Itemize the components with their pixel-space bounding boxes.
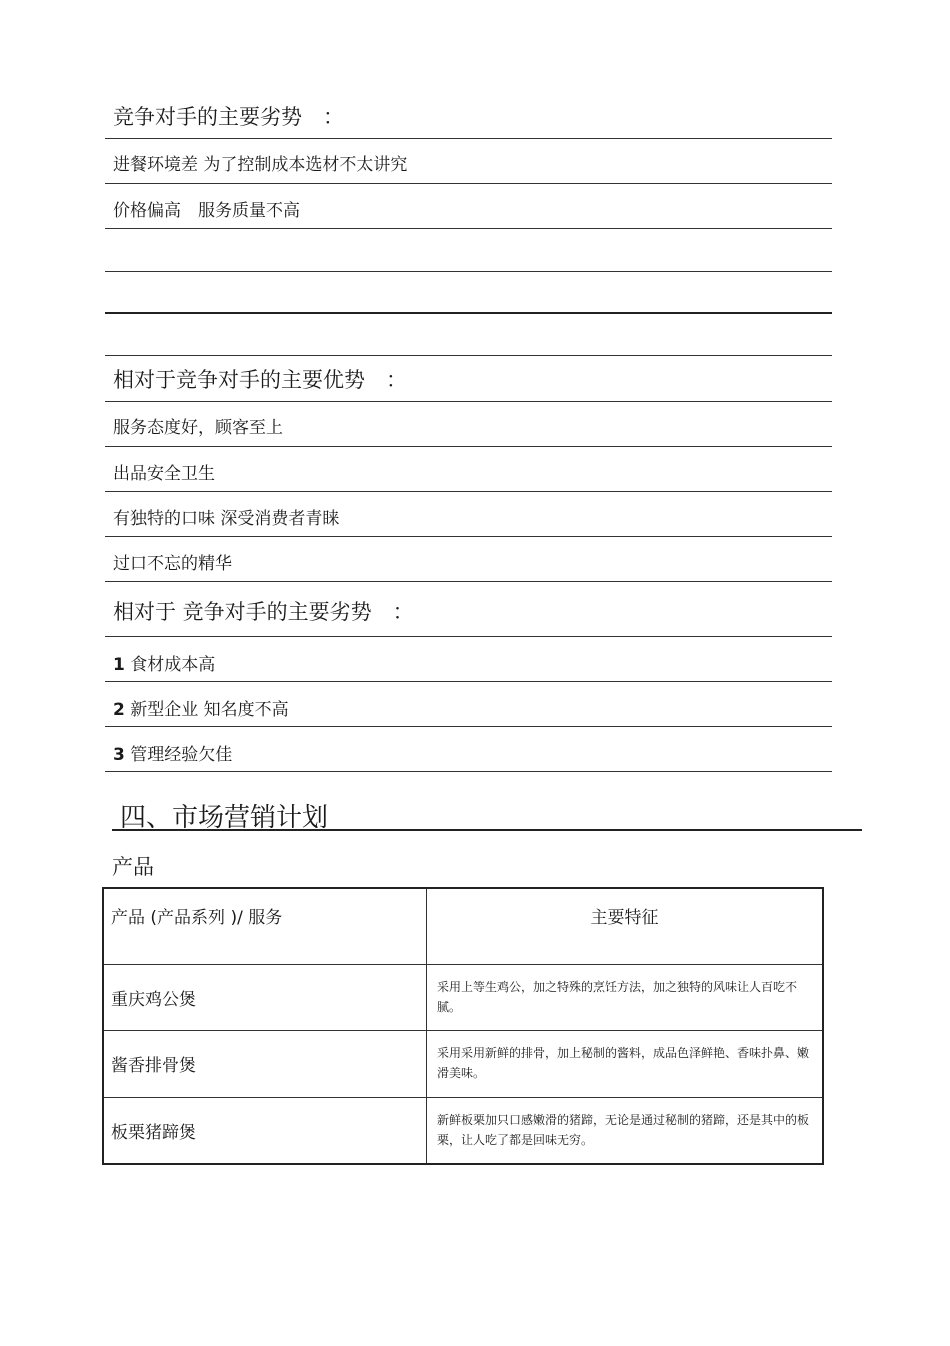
divider <box>105 581 832 582</box>
product-feature-cell: 新鲜板栗加只口感嫩滑的猪蹄，无论是通过秘制的猪蹄，还是其中的板栗，让人吃了都是回味无穷。 <box>427 1097 824 1164</box>
section-underline <box>112 829 862 831</box>
list-item <box>113 695 289 720</box>
item-number: 3 <box>113 745 125 765</box>
header-cell-product: 产品 (产品系列 )/ 服务 <box>103 888 427 964</box>
table-header-row <box>103 888 823 964</box>
product-table <box>102 887 824 1165</box>
item-text: 管理经验欠佳 <box>124 745 233 765</box>
list-item <box>113 650 215 675</box>
item-number: 2 <box>113 700 125 720</box>
list-item <box>113 740 232 765</box>
divider <box>105 183 832 184</box>
product-feature-cell: 采用上等生鸡公，加之特殊的烹饪方法，加之独特的风味让人百吃不腻。 <box>427 964 824 1030</box>
list-item: 出品安全卫生 <box>113 464 215 484</box>
list-item: 过口不忘的精华 <box>113 554 232 574</box>
divider <box>105 228 832 229</box>
divider <box>105 636 832 637</box>
divider <box>105 355 832 356</box>
divider <box>105 536 832 537</box>
divider <box>105 312 832 314</box>
item-number: 1 <box>113 655 125 675</box>
product-name-cell: 重庆鸡公煲 <box>103 964 427 1030</box>
item-text: 食材成本高 <box>124 655 216 675</box>
section-title: 四、市场营销计划 <box>120 803 329 833</box>
divider <box>105 446 832 447</box>
our-weaknesses-heading: 相对于 竞争对手的主要劣势 ： <box>113 600 414 624</box>
list-item: 价格偏高 服务质量不高 <box>113 201 300 221</box>
competitor-weaknesses-heading: 竞争对手的主要劣势 ： <box>113 105 344 129</box>
list-item: 服务态度好，顾客至上 <box>113 418 283 438</box>
product-name-cell: 酱香排骨煲 <box>103 1030 427 1097</box>
our-advantages-heading: 相对于竞争对手的主要优势 ： <box>113 368 407 392</box>
divider <box>105 771 832 772</box>
divider <box>105 401 832 402</box>
divider <box>105 138 832 139</box>
subsection-title: 产品 <box>112 855 154 879</box>
table-row <box>103 1030 823 1097</box>
table-row <box>103 964 823 1030</box>
product-name-cell: 板栗猪蹄煲 <box>103 1097 427 1164</box>
divider <box>105 491 832 492</box>
item-text: 新型企业 知名度不高 <box>124 700 289 720</box>
divider <box>105 271 832 272</box>
table-row <box>103 1097 823 1164</box>
divider <box>105 681 832 682</box>
list-item: 有独特的口味 深受消费者青睐 <box>113 509 340 529</box>
header-cell-features: 主要特征 <box>427 888 824 964</box>
product-feature-cell: 采用采用新鲜的排骨，加上秘制的酱料，成品色泽鲜艳、香味扑鼻、嫩滑美味。 <box>427 1030 824 1097</box>
divider <box>105 726 832 727</box>
list-item: 进餐环境差 为了控制成本选材不太讲究 <box>113 155 408 175</box>
